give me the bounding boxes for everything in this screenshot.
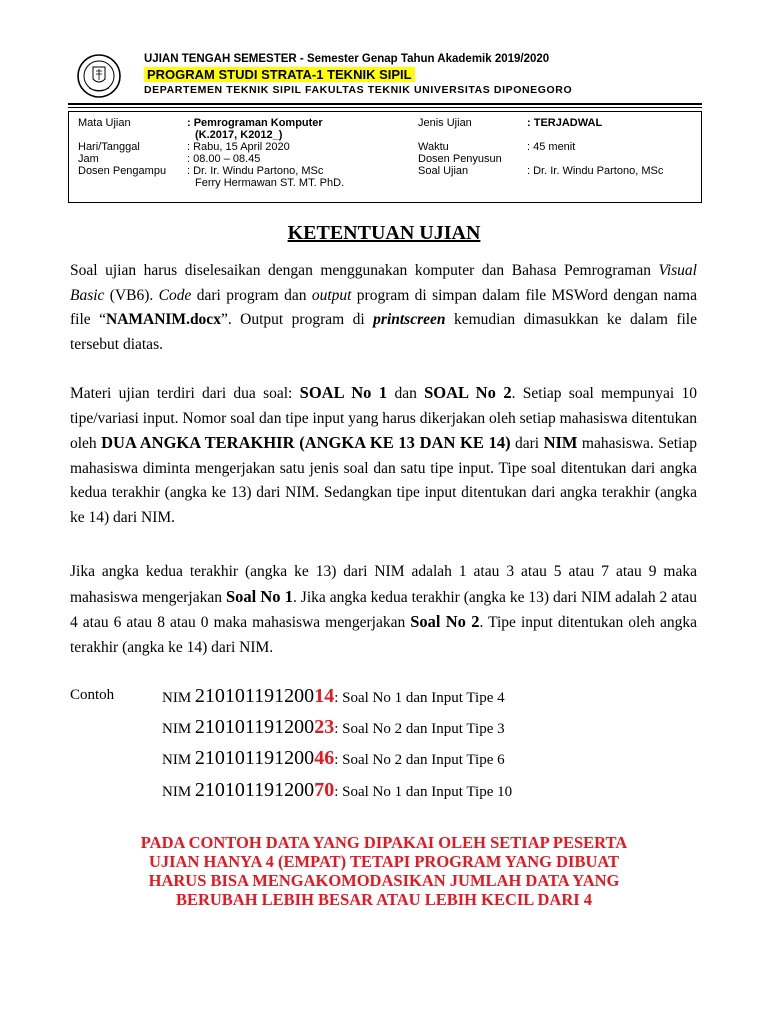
info-label: Mata Ujian	[78, 117, 131, 129]
info-label: Dosen Pengampu	[78, 165, 167, 177]
info-value: : Dr. Ir. Windu Partono, MSc	[187, 165, 324, 177]
info-label: Waktu	[418, 141, 449, 153]
warning-note-line: UJIAN HANYA 4 (EMPAT) TETAPI PROGRAM YANG DIBUAT	[148, 852, 620, 871]
info-value: : Rabu, 15 April 2020	[187, 141, 290, 153]
info-value: : Pemrograman Komputer	[187, 117, 323, 129]
exam-period-line: UJIAN TENGAH SEMESTER - Semester Genap Tahun Akademik 2019/2020	[144, 53, 550, 65]
info-label: Jenis Ujian	[418, 117, 472, 129]
university-seal-logo	[76, 53, 122, 99]
warning-note-line: HARUS BISA MENGAKOMODASIKAN JUMLAH DATA YANG	[148, 871, 620, 890]
info-label: Soal Ujian	[418, 165, 469, 177]
info-label: Jam	[78, 153, 99, 165]
exam-header	[68, 50, 702, 102]
exam-info-box	[68, 111, 702, 203]
info-label: Dosen Penyusun	[418, 153, 502, 165]
warning-note-line: BERUBAH LEBIH BESAR ATAU LEBIH KECIL DARI 4	[175, 890, 593, 909]
page-title: KETENTUAN UJIAN	[287, 222, 481, 244]
info-value: Ferry Hermawan ST. MT. PhD.	[195, 177, 345, 189]
info-label: Hari/Tanggal	[78, 141, 140, 153]
info-value: : Dr. Ir. Windu Partono, MSc	[527, 165, 664, 177]
info-value: (K.2017, K2012_)	[195, 129, 283, 141]
paragraph-2: Materi ujian terdiri dari dua soal: SOAL No 1 dan SOAL No 2. Setiap soal mempunyai 10 tipe/variasi input. Nomor soal dan tipe input yang harus dikerjakan oleh setiap mahasiswa ditentukan oleh DUA ANGKA TERAKHIR (ANGKA KE 13 DAN KE 14) dari NIM mahasiswa. Setiap mahasiswa diminta mengerjakan satu jenis soal dan satu tipe input. Tipe soal ditentukan dari angka kedua terakhir (angka ke 13) dari NIM. Sedangkan tipe input ditentukan dari angka terakhir (angka ke 14) dari NIM.	[70, 383, 698, 526]
info-value: : 45 menit	[527, 141, 576, 153]
example-row: NIM 21010119120014: Soal No 1 dan Input Tipe 4	[162, 685, 505, 707]
department-name: DEPARTEMEN TEKNIK SIPIL FAKULTAS TEKNIK UNIVERSITAS DIPONEGORO	[144, 84, 573, 96]
paragraph-1: Soal ujian harus diselesaikan dengan menggunakan komputer dan Bahasa Pemrograman Visual Basic (VB6). Code dari program dan output program di simpan dalam file MSWord dengan nama file “NAMANIM.docx”. Output program di printscreen kemudian dimasukkan ke dalam file tersebut diatas.	[70, 262, 697, 353]
example-row: NIM 21010119120046: Soal No 2 dan Input Tipe 6	[162, 747, 505, 769]
example-row: NIM 21010119120023: Soal No 2 dan Input Tipe 3	[162, 716, 505, 738]
header-rule-thin	[68, 107, 702, 108]
warning-note	[60, 833, 708, 909]
info-value: : 08.00 – 08.45	[187, 153, 261, 165]
example-row: NIM 21010119120070: Soal No 1 dan Input Tipe 10	[162, 779, 513, 801]
examples-label: Contoh	[70, 687, 115, 703]
header-rule-thick	[68, 103, 702, 105]
info-value: : TERJADWAL	[527, 117, 603, 129]
warning-note-line: PADA CONTOH DATA YANG DIPAKAI OLEH SETIAP PESERTA	[140, 833, 628, 852]
paragraph-3: Jika angka kedua terakhir (angka ke 13) dari NIM adalah 1 atau 3 atau 5 atau 7 atau 9 maka mahasiswa mengerjakan Soal No 1. Jika angka kedua terakhir (angka ke 13) dari NIM adalah 2 atau 4 atau 6 atau 8 atau 0 maka mahasiswa mengerjakan Soal No 2. Tipe input ditentukan oleh angka terakhir (angka ke 14) dari NIM.	[70, 563, 698, 656]
program-name: PROGRAM STUDI STRATA-1 TEKNIK SIPIL	[144, 67, 704, 83]
